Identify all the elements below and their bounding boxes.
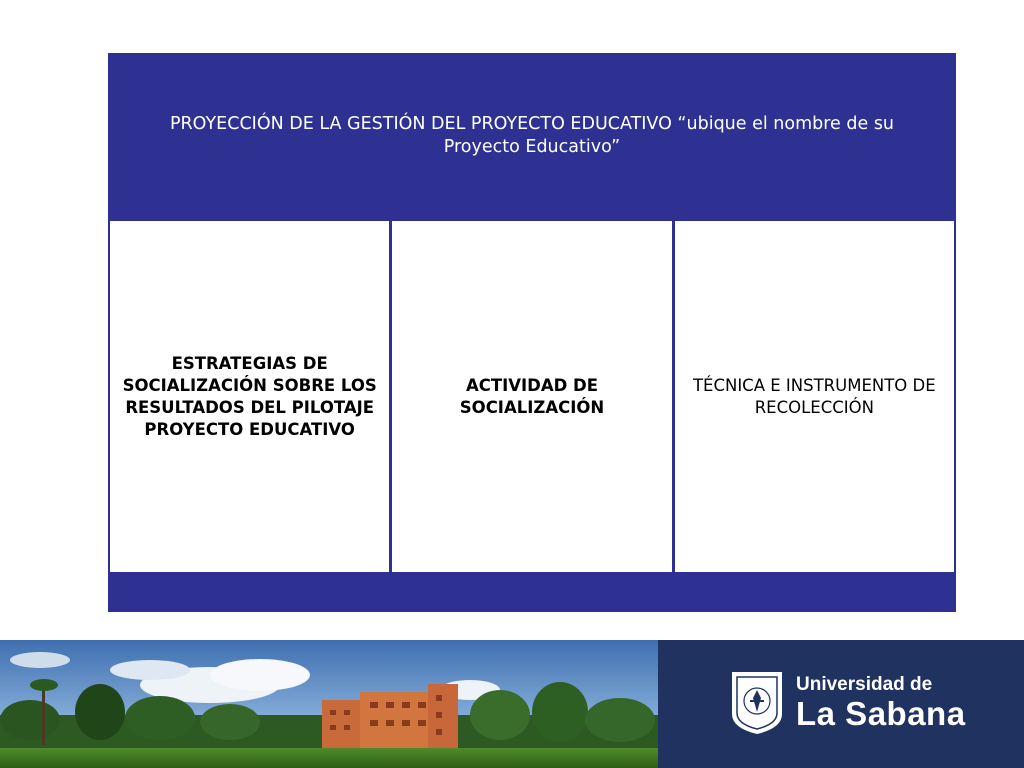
footer-banner bbox=[0, 640, 1024, 768]
projection-table bbox=[108, 53, 956, 612]
university-name bbox=[796, 674, 966, 732]
table-cell-strategies-text: ESTRATEGIAS DE SOCIALIZACIÓN SOBRE LOS RESULTADOS DEL PILOTAJE PROYECTO EDUCATIVO bbox=[122, 353, 377, 439]
university-name-line2: La Sabana bbox=[796, 695, 966, 732]
university-seal-icon bbox=[730, 670, 784, 736]
table-header-text: PROYECCIÓN DE LA GESTIÓN DEL PROYECTO EDUCATIVO “ubique el nombre de su Proyecto Educativo” bbox=[169, 114, 895, 157]
campus-photo-illustration bbox=[0, 640, 658, 768]
table-row bbox=[108, 219, 956, 574]
table-cell-technique bbox=[675, 221, 954, 572]
university-brand bbox=[658, 640, 1024, 768]
table-cell-technique-text: TÉCNICA E INSTRUMENTO DE RECOLECCIÓN bbox=[692, 375, 936, 417]
table-cell-strategies bbox=[110, 221, 389, 572]
campus-photo bbox=[0, 640, 658, 768]
table-cell-activity-text: ACTIVIDAD DE SOCIALIZACIÓN bbox=[459, 375, 605, 417]
table-header bbox=[108, 53, 956, 219]
university-name-line1: Universidad de bbox=[796, 674, 933, 695]
table-cell-activity bbox=[392, 221, 671, 572]
